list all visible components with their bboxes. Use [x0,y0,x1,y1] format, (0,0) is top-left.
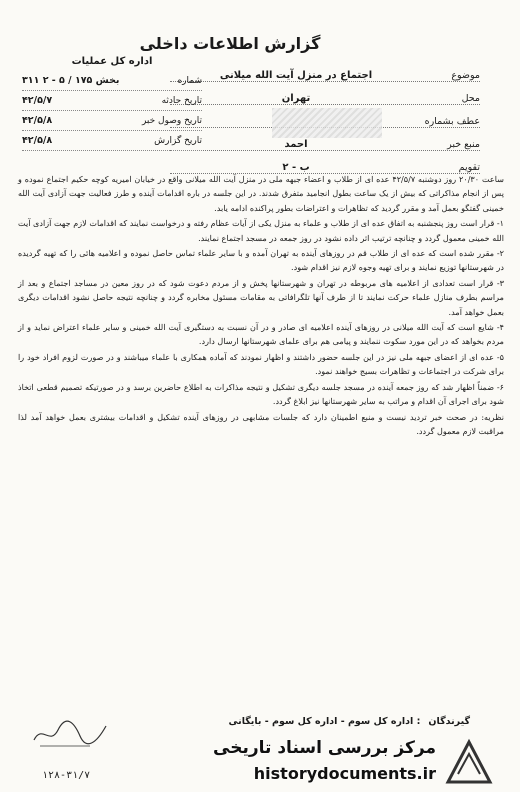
report-paragraph: ۵- عده ای از اعضای جبهه ملی نیز در این جلسه حضور داشتند و اظهار نمودند که آماده همکاری با علماء میباشند و در صورت لزوم افراد خود را برای شرکت در اجتماعات و تظاهرات بسیج خواهند نمود. [18,351,504,377]
handwritten-signature [30,716,110,750]
redaction-stamp [272,108,382,138]
recipients-list: اداره کل سوم - اداره کل سوم - بایگانی [228,716,414,727]
field-label: موضوع [451,70,480,81]
report-paragraph: ۱- قرار است روز پنجشنبه به اتفاق عده ای از طلاب و علماء به منزل یکی از آیات عظام رفته و درخواست نمایند که اقدامات لازم جهت آزادی آیت الله خمینی معمول گردد و چنانچه ترتیب اثر داده نشود در روز جمعه در مسجد اجتماع نمایند. [18,218,504,243]
meta-label: تاریخ حادثه [161,95,202,106]
field-label: عطف بشماره [424,116,480,127]
field-label: تقویم [458,162,480,173]
meta-value: ۴۲/۵/۸ [22,135,53,146]
field-value: ب - ۲ [282,162,310,173]
report-paragraph: ساعت ۲۰/۳۰ روز دوشنبه ۴۲/۵/۷ عده ای از طلاب و اعضاء جبهه ملی در منزل آیت الله میلانی واقع در خیابان امیریه کوچه حکیم اجتماع نموده و پس از انجام مذاکراتی که بیش از یک ساعت بطول انجامید متفرق شدند. در این جلسه در باره اقدامات آینده و طرز فعالیت جهت آزادی آیت الله خمینی گفتگو بعمل آمد و مقرر گردید که تظاهرات و اعتراضات بطور پراکنده ادامه یابد. [18,174,504,213]
meta-label: تاریخ وصول خبر [141,115,202,126]
header-meta [22,56,202,151]
meta-label: شماره [177,75,202,86]
field-value: تهران [281,93,311,104]
document-number: ۱۲۸-۳۱/۷ [42,770,91,781]
field-value: اجتماع در منزل آیت الله میلانی [219,70,373,81]
document-footer [20,716,500,792]
field-location [170,87,480,105]
archive-watermark [180,736,500,790]
report-paragraph: ۴- شایع است که آیت الله میلانی در روزهای آینده اعلامیه ای صادر و در آن نسبت به دستگیری آیت الله خمینی و سایر علماء اعتراض نماید و از مردم بخواهد که در این مورد سکوت ننمایند و پیامی هم برای علمای شهرستانها ارسال دارد. [18,322,504,347]
report-paragraph: ۶- ضمناً اظهار شد که روز جمعه آینده در مسجد جلسه دیگری تشکیل و نتیجه مذاکرات به اطلاع حاضرین برسد و در صورتیکه تصمیم قطعی اتخاذ شود برای اجرای آن اقدام و مراتب به سایر شهرستانها نیز ابلاغ گردد. [18,381,504,407]
recipients: گیرندگان: اداره کل سوم - اداره کل سوم - بایگانی [228,716,470,727]
meta-value: ۳۱۱ ۲ - ۵ / ۱۷۵ بخش [22,75,120,86]
recipients-label: گیرندگان [428,716,470,727]
report-paragraph: نظریه: در صحت خبر تردید نیست و منبع اطمینان دارد که جلسات مشابهی در روزهای آینده تشکیل و اقدامات بیشتری بعمل خواهد آمد لذا مراقبت لازم معمول گردد. [18,411,504,436]
field-value: احمد [284,139,308,150]
meta-report-date [22,131,202,151]
watermark-url: historydocuments.ir [253,764,436,783]
meta-received-date [22,111,202,131]
field-label: منبع خبر [447,139,480,150]
meta-label: تاریخ گزارش [154,135,202,146]
field-label: محل [461,93,480,104]
meta-number [22,71,202,91]
meta-value: ۴۲/۵/۸ [22,115,53,126]
archive-logo-icon [442,738,496,788]
field-subject [170,64,480,82]
report-body [18,172,504,439]
watermark-text: مرکز بررسی اسناد تاریخی [213,738,436,758]
meta-value: ۴۲/۵/۷ [22,95,53,106]
meta-incident-date [22,91,202,111]
organization-name: اداره کل عملیات [71,56,153,67]
report-paragraph: ۳- قرار است تعدادی از اعلامیه های مربوطه در تهران و شهرستانها پخش و از مردم دعوت شود که در روز معین در مساجد اجتماع و بعد از مراسم بطرف منازل علماء حرکت نمایند تا از طرف آنها تلگرافاتی به مقامات مسئول مخابره گردد و چنانچه نتیجه حاصل نشود اقدامات دیگری بعمل خواهد آمد. [18,277,504,317]
page-title: گزارش اطلاعات داخلی [139,34,321,53]
report-paragraph: ۲- مقرر شده است که عده ای از طلاب قم در روزهای آینده به تهران آمده و با سایر علماء تماس حاصل نموده و اعلامیه هائی را که تهیه گردیده در شهرستانها توزیع نمایند و برای تهیه وجوه لازم نیز اقدام شود. [18,248,504,273]
